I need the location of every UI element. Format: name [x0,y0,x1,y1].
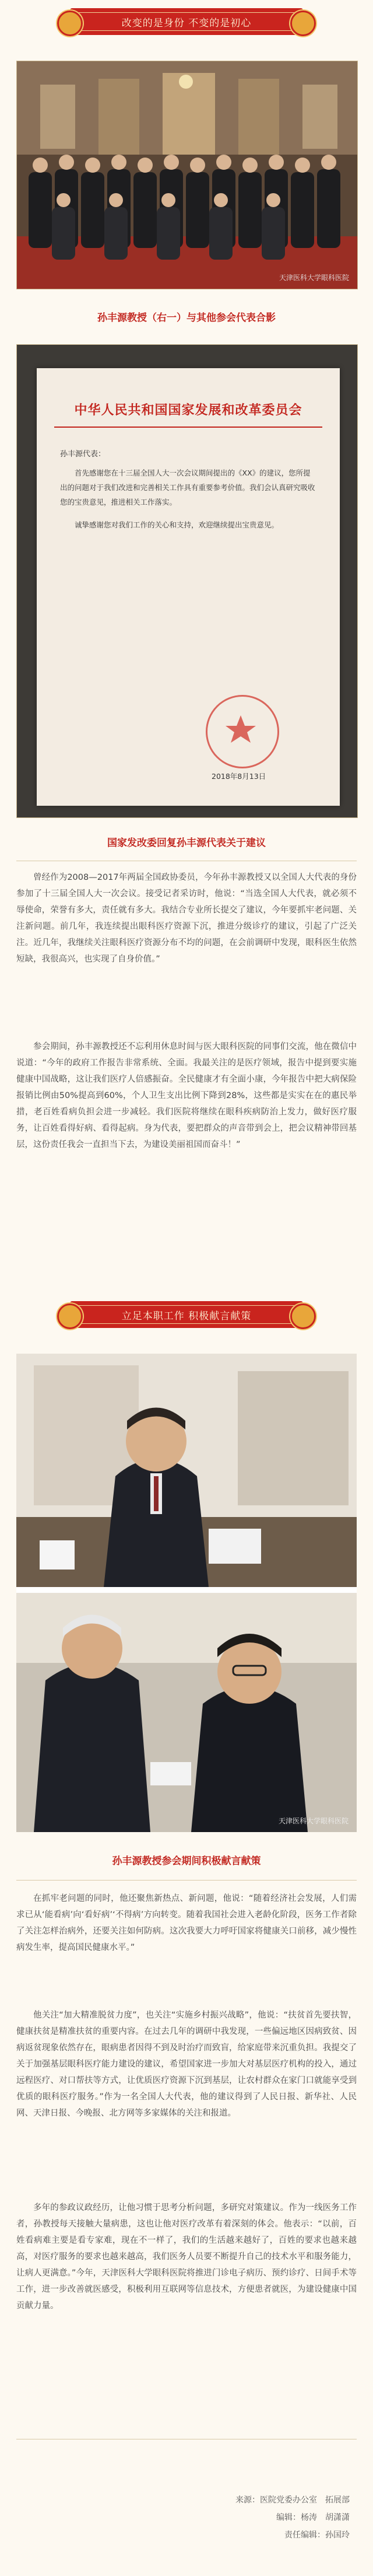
paragraph: 参会期间，孙丰源教授还不忘利用休息时间与医大眼科医院的同事们交流，他在微信中说道：“今年的政府工作报告非常系统、全面。我最关注的是医疗领域，报告中提到要实施健康中国战略，这让我们医疗人倍感振奋。全民健康才有全面小康，今年报告中把大病保险报销比例由50%提高到60%，个人卫生支出比例下降到28%，这些都是实实在在的惠民举措，老百姓看病负担会进一步减轻。我们医院将继续在眼科疾病防治上发力，做好医疗服务，让百姓看得好病、看得起病。身为代表，要把群众的声音带到会上，把会议精神带回基层，这份责任我会一直担当下去，为建设美丽祖国而奋斗！” [16,1042,357,1149]
paragraph: 曾经作为2008—2017年两届全国政协委员，今年孙丰源教授又以全国人大代表的身份参加了十三届全国人大一次会议。接受记者采访时，他说：“当选全国人大代表，就必须不辱使命，荣誉有多大，责任就有多大。我结合专业所长提交了建议，今年要抓牢老问题、关注新问题。前几年，我连续提出眼科医疗资源下沉，推进分级诊疗的建议，引起了广泛关注。近几年，我继续关注眼科医疗资源分布不均的问题，在会前调研中发现，眼科医生依然短缺，我很高兴，也实现了自身价值。” [16,873,357,964]
reply-letter-photo [16,344,358,818]
flower-ornament-icon [290,11,316,36]
letter-paper [37,368,340,806]
letter-header-rule [54,427,322,428]
letter-caption: 国家发改委回复孙丰源代表关于建议 [107,837,266,849]
section-banner-2 [70,1301,303,1328]
photo-watermark: 天津医科大学眼科医院 [278,1817,349,1825]
article-footer [235,2491,350,2544]
group-photo-image [17,61,357,289]
paragraph: 多年的参政议政经历，让他习惯于思考分析问题，多研究对策建议。作为一线医务工作者，孙教授每天接触大量病患，这也让他对医疗改革有着深刻的体会。他表示：“以前，百姓看病难主要是看专家难，现在不一样了，我们的生活越来越好了，百姓的要求也越来越高，对医疗服务的要求也越来越高，我们医务人员要不断提升自己的技术水平和服务能力，让病人更满意。”今年，天津医科大学眼科医院将推进门诊电子病历、预约诊疗、日间手术等工作，进一步改善就医感受，积极利用互联网等信息技术，方便患者就医，为建设健康中国贡献力量。 [16,2203,357,2311]
letter-closing: 诚挚感谢您对我们工作的关心和支持，欢迎继续提出宝贵意见。 [75,520,279,529]
meeting-photos-image [16,1354,357,1832]
flower-ornament-icon [57,1303,83,1329]
group-photo [16,61,358,289]
divider [16,1880,357,1881]
meeting-photo-panel [16,1354,357,1832]
section-banner-1 [70,8,303,35]
editor-credit: 编辑：杨涛 胡潇潇 [276,2513,350,2522]
official-seal [206,695,279,768]
section-banner-title: 改变的是身份 不变的是初心 [78,12,295,31]
seal-star-icon [207,697,277,767]
letter-date: 2018年8月13日 [212,772,266,781]
paragraph: 在抓牢老问题的同时，他还聚焦新热点、新问题，他说：“随着经济社会发展，人们需求已从‘能看病’向‘看好病’‘不得病’方向转变。随着我国社会进入老龄化阶段，医务工作者除了关注怎样治病外，还要关注如何防病。这次我要大力呼吁国家将健康关口前移，减少慢性病发生率，提高国民健康水平。” [16,1894,357,1952]
photo-caption: 孙丰源教授参会期间积极献言献策 [112,1855,261,1867]
flower-ornament-icon [290,1303,316,1329]
source-credit: 来源：医院党委办公室 拓展部 [235,2495,350,2505]
flower-ornament-icon [57,11,83,36]
letter-salutation: 孙丰源代表： [60,450,106,459]
chief-editor-credit: 责任编辑：孙国玲 [284,2530,350,2540]
photo-caption: 孙丰源教授（右一）与其他参会代表合影 [97,312,276,324]
section-banner-title: 立足本职工作 积极献言献策 [78,1305,295,1324]
letter-body: 首先感谢您在十三届全国人大一次会议期间提出的《XX》的建议，您所提出的问题对于我们改进和完善相关工作具有重要参考价值。我们会认真研究吸收您的宝贵意见，推进相关工作落实。 [60,469,315,506]
letter-header: 中华人民共和国国家发展和改革委员会 [74,403,302,418]
paragraph: 他关注“加大精准脱贫力度”，也关注“实施乡村振兴战略”，他说：“扶贫首先要扶智，健康扶贫是精准扶贫的重要内容。在过去几年的调研中我发现，一些偏远地区因病致贫、因病返贫现象依然存在，眼病患者因得不到及时治疗而致盲，给家庭带来沉重负担。我提交了关于加强基层眼科医疗能力建设的建议，希望国家进一步加大对基层医疗机构的投入，通过远程医疗、对口帮扶等方式，让优质医疗资源下沉到基层，让农村群众在家门口就能享受到优质的眼科医疗服务。”作为一名全国人大代表，他的建议得到了人民日报、新华社、人民网、天津日报、今晚报、北方网等多家媒体的关注和报道。 [16,2011,357,2118]
photo-watermark: 天津医科大学眼科医院 [279,274,349,282]
